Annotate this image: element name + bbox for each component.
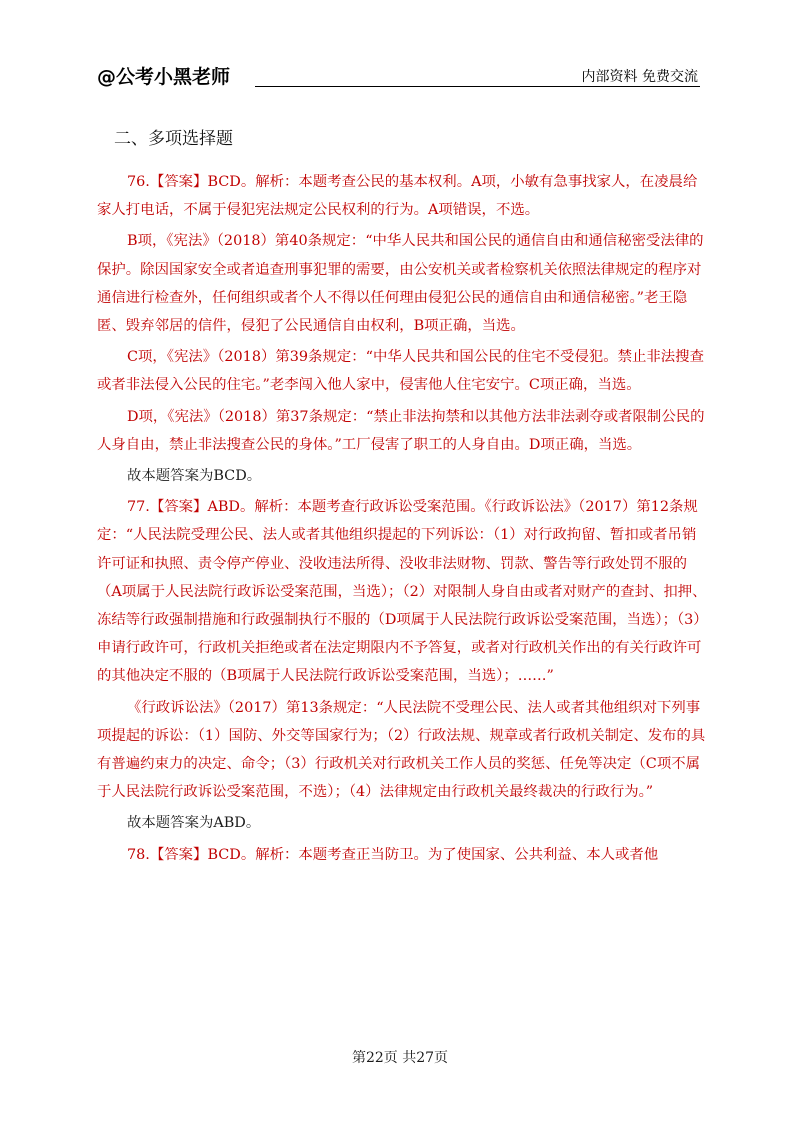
paragraph-76-answer: 76.【答案】BCD。解析：本题考查公民的基本权利。A项，小敏有急事找家人，在凌晨给家人打电话，不属于侵犯宪法规定公民权利的行为。A项错误，不选。 — [97, 174, 698, 219]
header-tag: 内部资料 免费交流 — [581, 69, 698, 85]
paragraph-76-conclusion: 故本题答案为BCD。 — [127, 468, 262, 485]
brand-name: @公考小黑老师 — [97, 66, 231, 88]
paragraph-76-option-d: D项，《宪法》（2018）第37条规定：“禁止非法拘禁和以其他方法非法剥夺或者限制公民的人身自由，禁止非法搜查公民的身体。”工厂侵害了职工的人身自由。D项正确，当选。 — [97, 408, 705, 453]
page-number: 第22页 共27页 — [351, 1050, 449, 1066]
paragraph-77-conclusion: 故本题答案为ABD。 — [127, 815, 261, 832]
page-header — [97, 60, 700, 90]
document-body — [97, 168, 709, 872]
paragraph-76-option-c: C项，《宪法》（2018）第39条规定：“中华人民共和国公民的住宅不受侵犯。禁止非法搜查或者非法侵入公民的住宅。”老李闯入他人家中，侵害他人住宅安宁。C项正确，当选。 — [97, 349, 704, 394]
paragraph-78-answer: 78.【答案】BCD。解析：本题考查正当防卫。为了使国家、公共利益、本人或者他 — [127, 846, 659, 863]
section-title: 二、多项选择题 — [114, 129, 233, 149]
paragraph-77-answer: 77.【答案】ABD。解析：本题考查行政诉讼受案范围。《行政诉讼法》（2017）第12条规定：“人民法院受理公民、法人或者其他组织提起的下列诉讼：（1）对行政拘留、暂扣或者吊销许可证和执照、责令停产停业、没收违法所得、没收非法财物、罚款、警告等行政处罚不服的（A项属于人民法院行政诉讼受案范围，当选）；（2）对限制人身自由或者对财产的查封、扣押、冻结等行政强制措施和行政强制执行不服的（D项属于人民法院行政诉讼受案范围，当选）；（3）申请行政许可，行政机关拒绝或者在法定期限内不予答复，或者对行政机关作出的有关行政许可的其他决定不服的（B项属于人民法院行政诉讼受案范围，当选）；……” — [97, 499, 708, 685]
paragraph-77-article-13: 《行政诉讼法》（2017）第13条规定：“人民法院不受理公民、法人或者其他组织对下列事项提起的诉讼：（1）国防、外交等国家行为；（2）行政法规、规章或者行政机关制定、发布的具有普遍约束力的决定、命令；（3）行政机关对行政机关工作人员的奖惩、任免等决定（C项不属于人民法院行政诉讼受案范围，不选）；（4）法律规定由行政机关最终裁决的行政行为。” — [97, 699, 706, 801]
header-rule — [255, 86, 700, 87]
paragraph-76-option-b: B项，《宪法》（2018）第40条规定：“中华人民共和国公民的通信自由和通信秘密受法律的保护。除因国家安全或者追查刑事犯罪的需要，由公安机关或者检察机关依照法律规定的程序对通信进行检查外，任何组织或者个人不得以任何理由侵犯公民的通信自由和通信秘密。”老王隐匿、毁弃邻居的信件，侵犯了公民通信自由权利，B项正确，当选。 — [97, 233, 704, 335]
